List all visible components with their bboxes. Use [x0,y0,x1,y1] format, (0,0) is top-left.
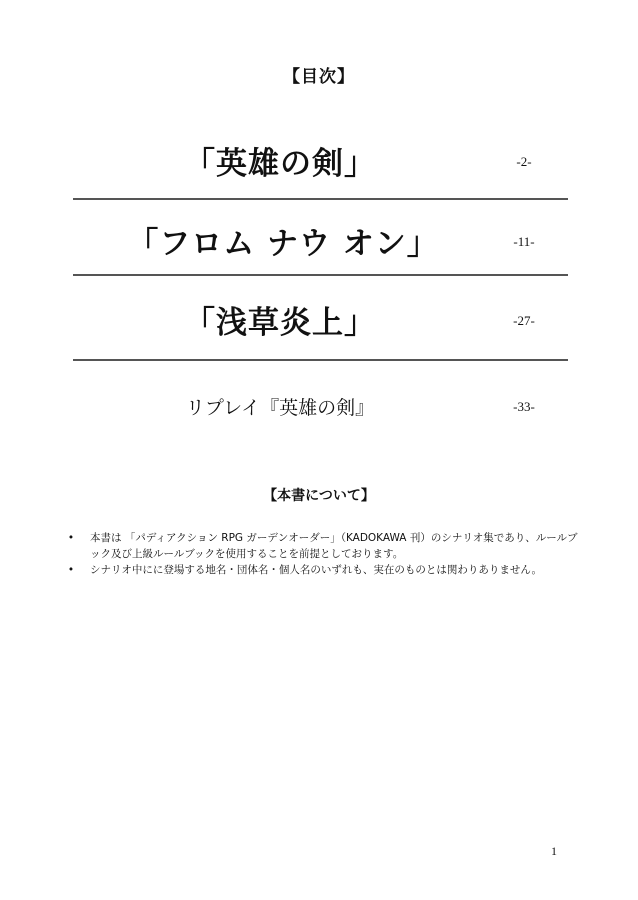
note-text: 本書は 「パディアクション RPG ガーデンオーダー」（KADOKAWA 刊）のシナリオ集であり、ルールブック及び上級ルールブックを使用することを前提としております。 [90,532,578,560]
toc-entry-page: -27- [513,313,535,328]
note-text: シナリオ中にに登場する地名・団体名・個人名のいずれも、実在のものとは関わりありません。 [90,564,543,576]
toc-entry-page: -11- [513,234,535,249]
divider [73,198,568,200]
toc-entry-title: 「浅草炎上」 [184,305,376,341]
divider [73,359,568,361]
toc-entry-page: -33- [513,399,535,414]
toc-entry-title: 「フロム ナウ オン」 [127,226,439,262]
about-heading: 【本書について】 [263,488,375,504]
list-item [66,530,586,562]
bullet-icon: • [67,564,75,576]
toc-entry-title: 「英雄の剣」 [184,146,376,182]
toc-heading: 【目次】 [283,67,355,87]
page-number: 1 [551,844,557,858]
list-item [66,562,586,578]
toc-entry-title: リプレイ『英雄の剣』 [185,397,375,419]
toc-entry-page: -2- [516,154,532,169]
about-notes-list [66,530,586,578]
bullet-icon: • [67,532,75,544]
divider [73,274,568,276]
